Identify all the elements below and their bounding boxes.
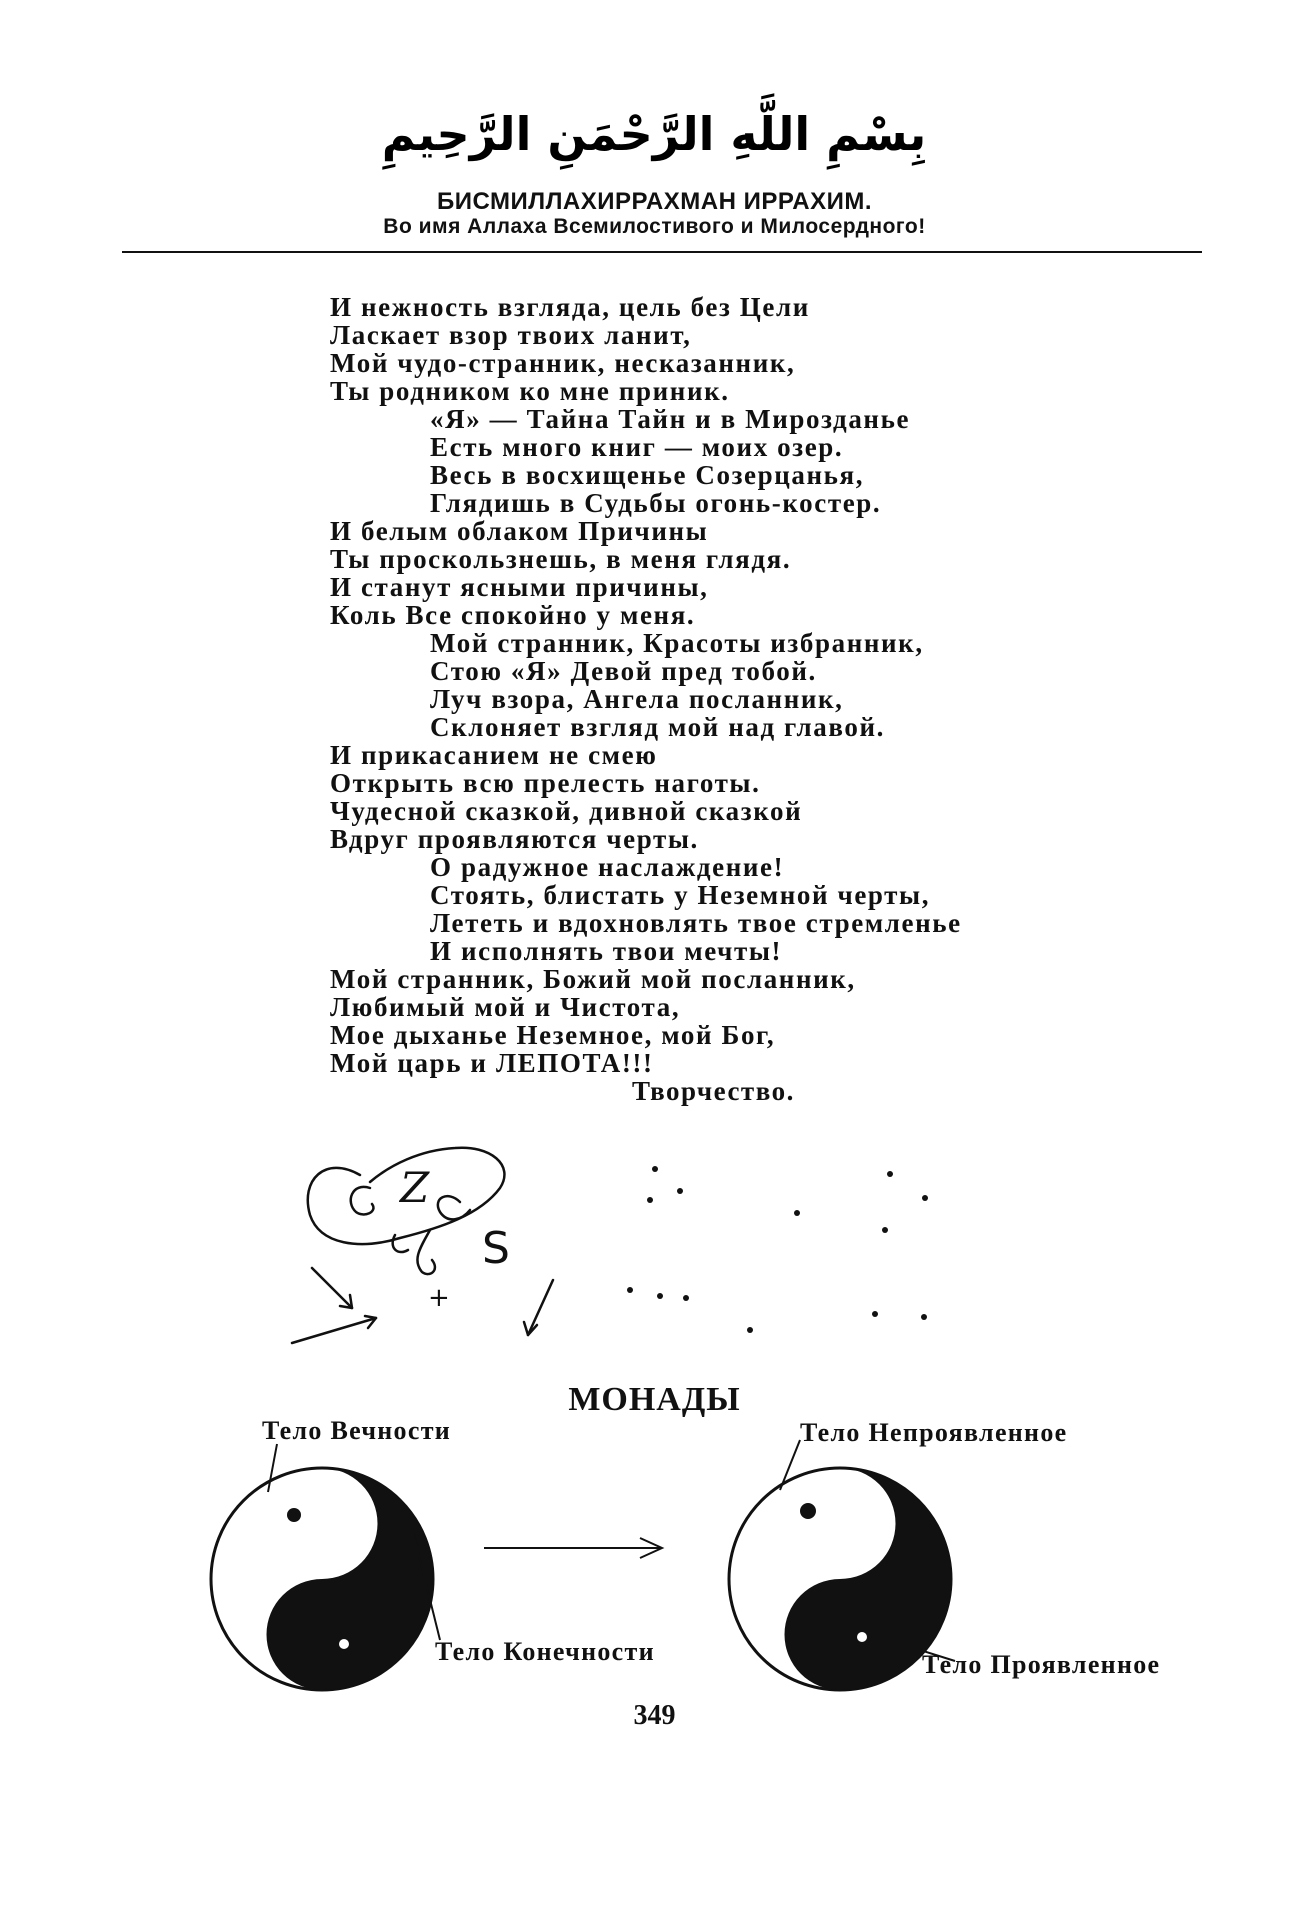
sketch-plus: + (428, 1283, 450, 1313)
bismillah-text: بِسْمِ اللَّهِ الرَّحْمَنِ الرَّحِيمِ (381, 107, 927, 161)
poem-line: Лететь и вдохновлять твое стремленье (430, 908, 962, 938)
poem-line: Мой странник, Божий мой посланник, (330, 964, 856, 994)
poem-line: Есть много книг — моих озер. (430, 432, 844, 462)
poem-line: Открыть всю прелесть наготы. (330, 768, 761, 798)
poem-line: И исполнять твои мечты! (430, 936, 783, 966)
poem-line: Коль Все спокойно у меня. (330, 600, 696, 630)
yin-yang-right (729, 1468, 951, 1690)
sketch-letters (0, 1120, 1309, 1380)
header-subtitle: Во имя Аллаха Всемилостивого и Милосердного! (383, 215, 926, 238)
poem-line: Чудесной сказкой, дивной сказкой (330, 796, 803, 826)
header-divider (122, 251, 1202, 253)
poem (0, 292, 1309, 1122)
poem-line: О радужное наслаждение! (430, 852, 785, 882)
poem-line: И нежность взгляда, цель без Цели (330, 292, 810, 322)
header-title: БИСМИЛЛАХИРРАХМАН ИРРАХИМ. (436, 188, 872, 215)
label-body-finitude: Тело Конечности (435, 1637, 655, 1666)
poem-line: И белым облаком Причины (330, 516, 709, 546)
poem-line: Ты родником ко мне приник. (330, 376, 730, 406)
poem-line: Мой чудо-странник, несказанник, (330, 348, 796, 378)
label-body-unmanifest: Тело Непроявленное (800, 1418, 1068, 1447)
monads-title: МОНАДЫ (568, 1381, 741, 1418)
poem-line: Мой странник, Красоты избранник, (430, 628, 924, 658)
poem-line: «Я» — Тайна Тайн и в Мирозданье (430, 404, 911, 434)
poem-line: Любимый мой и Чистота, (330, 992, 681, 1022)
monads-diagram (0, 1430, 1309, 1700)
label-body-eternity: Тело Вечности (262, 1416, 452, 1445)
sketch-letter-z: Z (400, 1163, 430, 1212)
poem-line: И станут ясными причины, (330, 572, 709, 602)
bismillah-calligraphy (0, 88, 1309, 188)
pointer-manifest (920, 1650, 955, 1661)
poem-line: Склоняет взгляд мой над главой. (430, 712, 885, 742)
label-body-manifest: Тело Проявленное (922, 1650, 1161, 1679)
yin-yang-left (211, 1468, 433, 1690)
poem-line: Глядишь в Судьбы огонь-костер. (430, 488, 882, 518)
poem-signature: Творчество. (632, 1076, 795, 1106)
poem-line: Весь в восхищенье Созерцанья, (430, 460, 865, 490)
poem-line: Стою «Я» Девой пред тобой. (430, 656, 817, 686)
sketch-letter-s: S (482, 1223, 510, 1274)
poem-line: Мой царь и ЛЕПОТА!!! (330, 1048, 654, 1078)
page-number: 349 (633, 1700, 676, 1731)
poem-line: Луч взора, Ангела посланник, (430, 684, 844, 714)
poem-line: И прикасанием не смею (330, 740, 658, 770)
poem-line: Стоять, блистать у Неземной черты, (430, 880, 931, 910)
poem-line: Ты проскользнешь, в меня глядя. (330, 544, 792, 574)
poem-line: Мое дыханье Неземное, мой Бог, (330, 1020, 776, 1050)
poem-line: Вдруг проявляются черты. (330, 824, 699, 854)
poem-line: Ласкает взор твоих ланит, (330, 320, 692, 350)
